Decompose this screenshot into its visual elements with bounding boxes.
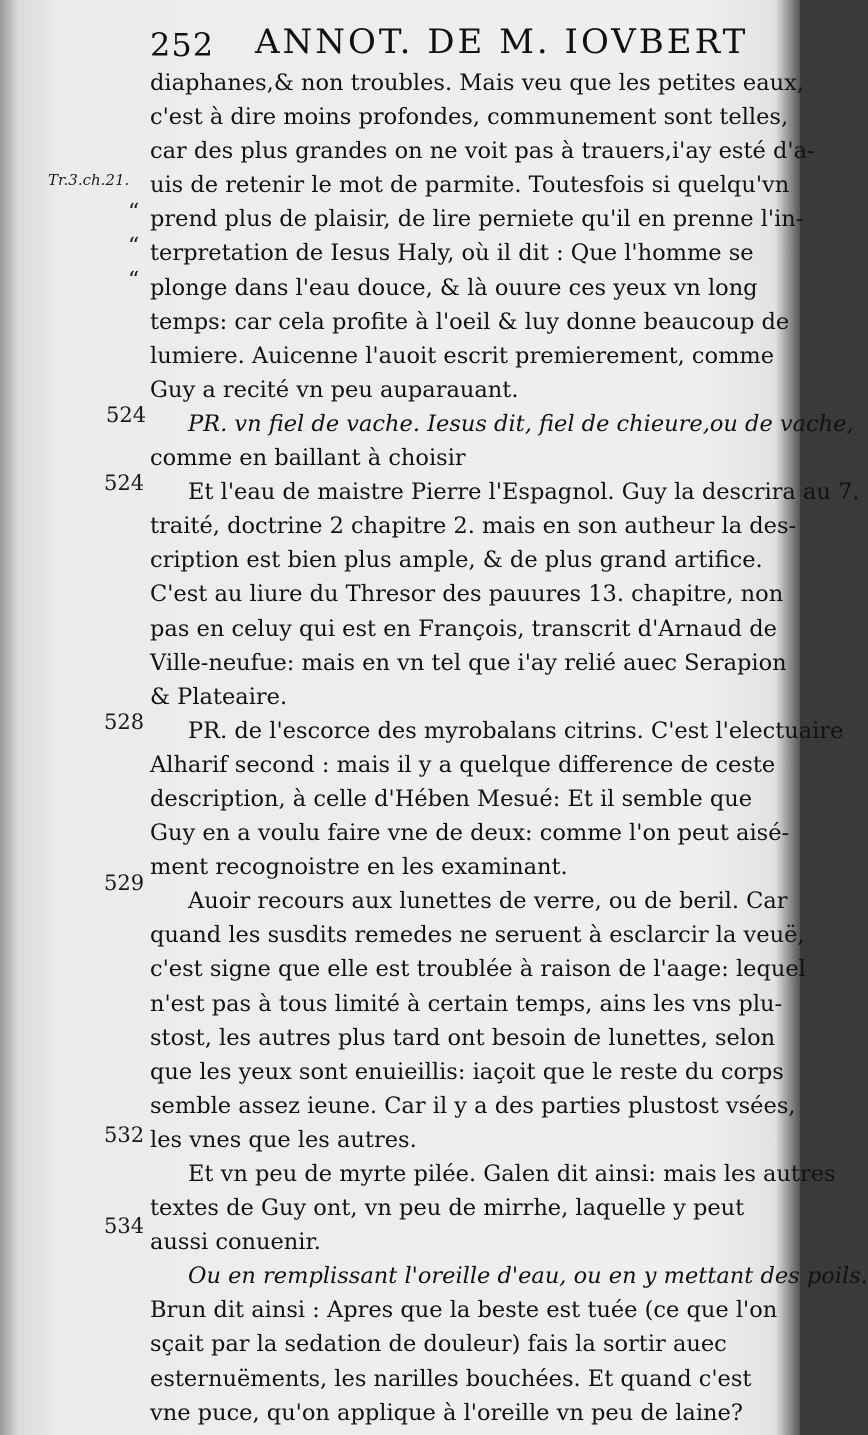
margin-entry-number: 529 xyxy=(104,871,145,895)
text-line: lumiere. Auicenne l'auoit escrit premierement, comme xyxy=(150,342,775,369)
text-line: semble assez ieune. Car il y a des parties plustost vsées, xyxy=(150,1092,796,1119)
text-line: Auoir recours aux lunettes de verre, ou de beril. Car xyxy=(188,888,788,915)
margin-entry-number: 524 xyxy=(104,471,145,495)
text-line: terpretation de Iesus Haly, où il dit : Que l'homme se xyxy=(150,240,754,267)
text-line: textes de Guy ont, vn peu de mirrhe, laquelle y peut xyxy=(150,1195,745,1222)
page-header xyxy=(0,22,800,72)
text-line: description, à celle d'Hében Mesué: Et il semble que xyxy=(150,785,753,812)
text-line: Brun dit ainsi : Apres que la beste est tuée (ce que l'on xyxy=(150,1297,778,1324)
margin-quote-mark: “ xyxy=(128,234,140,259)
text-line: uis de retenir le mot de parmite. Toutesfois si quelqu'vn xyxy=(150,172,790,199)
margin-reference-note: Tr.3.ch.21. xyxy=(48,171,130,189)
margin-quote-mark: “ xyxy=(128,268,140,293)
text-line: c'est à dire moins profondes, communement sont telles, xyxy=(150,104,789,131)
text-line: Alharif second : mais il y a quelque difference de ceste xyxy=(150,751,776,778)
text-line: temps: car cela profite à l'oeil & luy donne beaucoup de xyxy=(150,308,790,335)
page-number: 252 xyxy=(150,26,215,64)
text-line: stost, les autres plus tard ont besoin de lunettes, selon xyxy=(150,1024,776,1051)
text-line: plonge dans l'eau douce, & là ouure ces yeux vn long xyxy=(150,274,758,301)
text-line: Ou en remplissant l'oreille d'eau, ou en y mettant des poils. xyxy=(188,1263,868,1290)
text-line: pas en celuy qui est en François, transcrit d'Arnaud de xyxy=(150,615,777,642)
margin-entry-number: 534 xyxy=(104,1214,145,1238)
text-line: quand les susdits remedes ne seruent à esclarcir la veuë, xyxy=(150,922,805,949)
margin-entry-number: 524 xyxy=(106,403,147,427)
margin-entry-number: 528 xyxy=(104,710,145,734)
running-head: ANNOT. DE M. IOVBERT xyxy=(255,22,749,62)
body-text xyxy=(150,66,868,1430)
text-line: Et l'eau de maistre Pierre l'Espagnol. Guy la descrira au 7. xyxy=(188,479,860,506)
text-line: & Plateaire. xyxy=(150,683,288,710)
text-line: PR. vn fiel de vache. Iesus dit, fiel de chieure,ou de vache, xyxy=(188,410,854,437)
text-line: sçait par la sedation de douleur) fais la sortir auec xyxy=(150,1331,727,1358)
text-line: ment recognoistre en les examinant. xyxy=(150,854,568,881)
text-line: Guy a recité vn peu auparauant. xyxy=(150,376,519,403)
text-line: les vnes que les autres. xyxy=(150,1126,417,1153)
text-line: car des plus grandes on ne voit pas à trauers,i'ay esté d'a- xyxy=(150,138,815,165)
text-line: c'est signe que elle est troublée à raison de l'aage: lequel xyxy=(150,956,806,983)
text-line: prend plus de plaisir, de lire perniete qu'il en prenne l'in- xyxy=(150,206,804,233)
text-line: Guy en a voulu faire vne de deux: comme l'on peut aisé- xyxy=(150,820,790,847)
text-line: Ville-neufue: mais en vn tel que i'ay relié auec Serapion xyxy=(150,649,787,676)
text-line: n'est pas à tous limité à certain temps, ains les vns plu- xyxy=(150,990,783,1017)
text-line: Et vn peu de myrte pilée. Galen dit ainsi: mais les autres xyxy=(188,1161,836,1187)
margin-entry-number: 532 xyxy=(104,1123,145,1147)
text-line: comme en baillant à choisir xyxy=(150,445,466,472)
text-line: vne puce, qu'on applique à l'oreille vn peu de laine? xyxy=(150,1399,743,1426)
margin-quote-mark: “ xyxy=(128,200,140,225)
text-line: aussi conuenir. xyxy=(150,1229,321,1256)
text-line: esternuëments, les narilles bouchées. Et quand c'est xyxy=(150,1365,752,1392)
text-line: cription est bien plus ample, & de plus grand artifice. xyxy=(150,547,763,574)
text-line: traité, doctrine 2 chapitre 2. mais en son autheur la des- xyxy=(150,513,797,540)
text-line: diaphanes,& non troubles. Mais veu que les petites eaux, xyxy=(150,70,804,96)
text-line: C'est au liure du Thresor des pauures 13. chapitre, non xyxy=(150,581,784,608)
text-line: que les yeux sont enuieillis: iaçoit que le reste du corps xyxy=(150,1058,784,1085)
text-line: PR. de l'escorce des myrobalans citrins. C'est l'electuaire xyxy=(188,717,844,744)
